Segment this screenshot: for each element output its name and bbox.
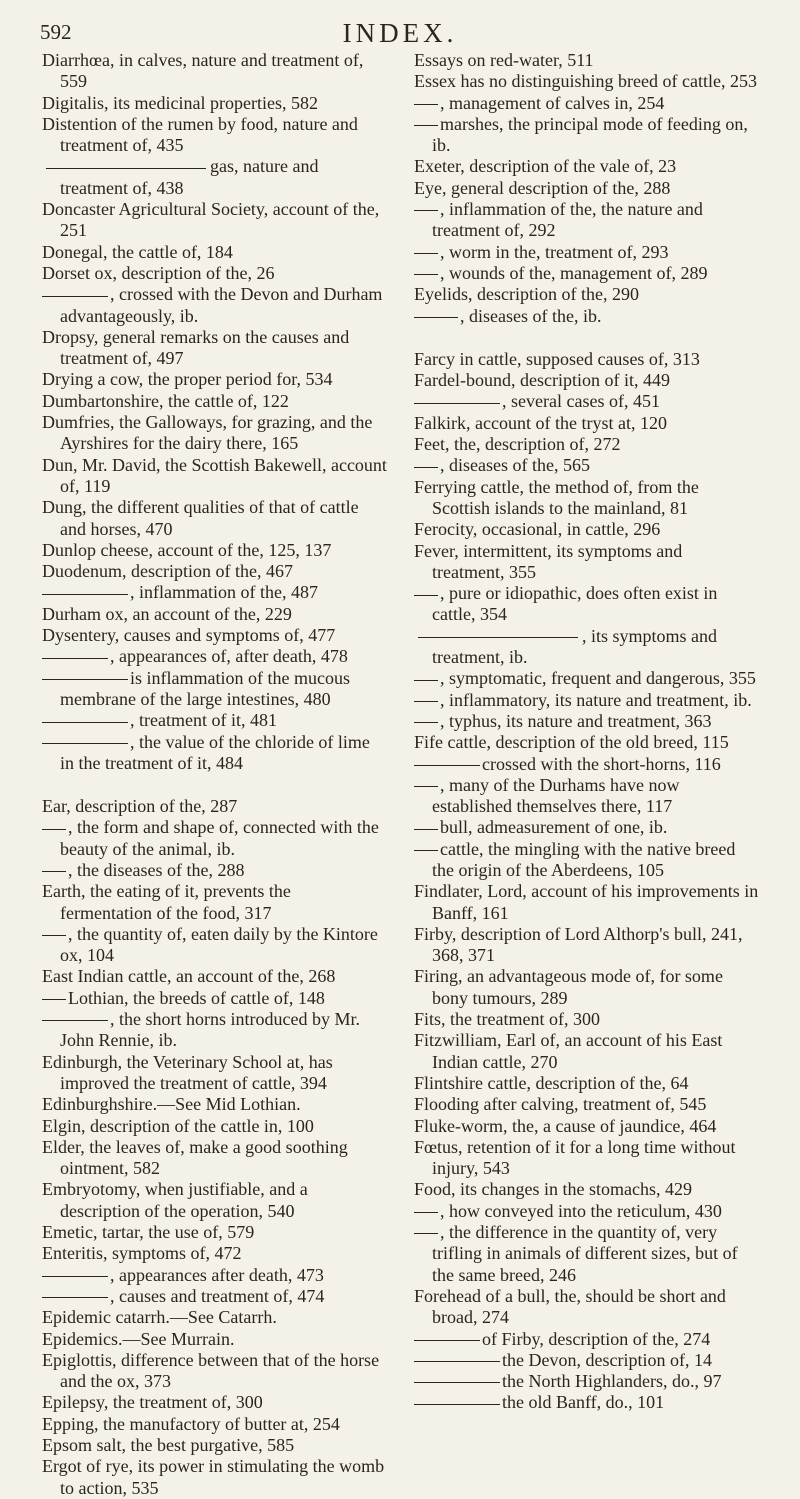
index-entry [414, 966, 759, 1009]
index-entry-text: Food, its changes in the stomachs, 429 [414, 1179, 692, 1200]
index-entry [414, 455, 759, 476]
index-entry [42, 625, 387, 646]
index-entry-text: Emetic, tartar, the use of, 579 [42, 1222, 255, 1243]
index-entry-text: , wounds of the, management of, 289 [440, 262, 708, 283]
index-entry-text: marshes, the principal mode of feeding on, ib. [432, 113, 748, 156]
ditto-rule [42, 743, 128, 744]
index-entry-text: Firing, an advantageous mode of, for some bony tumours, 289 [414, 966, 723, 1008]
index-entry-text: , crossed with the Devon and Durham advantageously, ib. [60, 284, 383, 326]
index-entry [414, 519, 759, 540]
index-entry-text: Essays on red-water, 511 [414, 50, 594, 70]
index-entry-text: Exeter, description of the vale of, 23 [414, 156, 677, 177]
index-entry [414, 1329, 759, 1350]
index-entry [42, 284, 387, 327]
index-entry-text: Dung, the different qualities of that of cattle and horses, 470 [42, 497, 359, 539]
ditto-rule [414, 125, 438, 126]
ditto-rule [414, 1340, 480, 1341]
ditto-rule [414, 722, 438, 723]
ditto-rule [414, 210, 438, 211]
index-entry [42, 710, 387, 731]
index-entry [42, 1392, 387, 1413]
index-entry-text: Edinburghshire.—See Mid Lothian. [42, 1094, 301, 1115]
index-entry [414, 434, 759, 455]
index-entry-text: Dun, Mr. David, the Scottish Bakewell, account of, 119 [42, 454, 387, 496]
index-entry-text: Findlater, Lord, account of his improvements in Banff, 161 [414, 881, 759, 923]
index-entry [42, 732, 387, 775]
index-entry-text: Fardel-bound, description of it, 449 [414, 370, 670, 391]
index-entry-text: bull, admeasurement of one, ib. [440, 817, 668, 838]
index-entry [414, 413, 759, 434]
index-entry-text: , the quantity of, eaten daily by the Kintore ox, 104 [60, 923, 378, 966]
index-entry [42, 1435, 387, 1456]
page-header [40, 18, 760, 48]
index-entry-text: , appearances after death, 473 [110, 1264, 324, 1285]
index-entry-text: Eye, general description of the, 288 [414, 177, 671, 198]
index-entry [42, 1414, 387, 1435]
index-entry-text: Dropsy, general remarks on the causes and treatment of, 497 [42, 326, 350, 369]
index-entry [414, 1179, 759, 1200]
index-entry-text: Essex has no distinguishing breed of cattle, 253 [414, 71, 757, 92]
index-entry [414, 690, 759, 711]
index-entry-text: Fœtus, retention of it for a long time without injury, 543 [414, 1136, 736, 1179]
index-entry-text: Dysentery, causes and symptoms of, 477 [42, 625, 336, 646]
index-entry [42, 1222, 387, 1243]
index-entry-text: Embryotomy, when justifiable, and a description of the operation, 540 [42, 1179, 308, 1221]
ditto-rule [42, 935, 66, 936]
ditto-rule [42, 1020, 108, 1021]
index-entry-text: Distention of the rumen by food, nature and treatment of, 435 [42, 113, 358, 156]
index-entry [42, 966, 387, 987]
index-entry [414, 711, 759, 732]
index-entry-text: , diseases of the, 565 [440, 455, 590, 476]
index-entry-text: , the value of the chloride of lime in the treatment of it, 484 [60, 731, 370, 773]
index-entry-text: Dumfries, the Galloways, for grazing, and the Ayrshires for the dairy there, 165 [42, 412, 373, 454]
index-entry-text: Flintshire cattle, description of the, 64 [414, 1072, 689, 1093]
index-entry-text: Epsom salt, the best purgative, 585 [42, 1435, 295, 1455]
index-entry [42, 860, 387, 881]
index-entry [42, 1116, 387, 1137]
index-entry [414, 541, 759, 584]
index-entry [42, 582, 387, 603]
index-entry-text: Drying a cow, the proper period for, 534 [42, 369, 333, 390]
ditto-rule [414, 765, 480, 766]
index-entry [42, 924, 387, 967]
index-entry [414, 1137, 759, 1180]
index-entry [42, 1286, 387, 1307]
index-entry-text: Diarrhœa, in calves, nature and treatment of, 559 [42, 50, 364, 92]
index-entry [42, 1456, 387, 1499]
ditto-rule [414, 104, 438, 105]
ditto-rule [42, 829, 66, 830]
index-entry [414, 1371, 759, 1392]
index-entry-text: Lothian, the breeds of cattle of, 148 [68, 987, 325, 1008]
index-entry [42, 646, 387, 667]
index-entry [42, 369, 387, 390]
index-entry [414, 263, 759, 284]
index-entry [42, 327, 387, 370]
index-entry-text: the Devon, description of, 14 [502, 1349, 712, 1370]
index-entry-text: Epilepsy, the treatment of, 300 [42, 1392, 263, 1413]
ditto-rule [46, 168, 206, 169]
index-entry-text: Fits, the treatment of, 300 [414, 1009, 600, 1030]
index-entry-text: Forehead of a bull, the, should be short and broad, 274 [414, 1285, 726, 1328]
index-entry [42, 50, 387, 93]
ditto-rule [414, 680, 438, 681]
index-entry-text: , treatment of it, 481 [130, 710, 277, 731]
index-entry-text: , appearances of, after death, 478 [110, 646, 348, 667]
index-entry [42, 1265, 387, 1286]
ditto-rule [418, 637, 578, 638]
ditto-rule [414, 1361, 500, 1362]
index-entry [42, 817, 387, 860]
index-entry-text: , inflammation of the, 487 [130, 582, 318, 603]
index-entry-text: Fife cattle, description of the old breed, 115 [414, 732, 729, 753]
ditto-rule [414, 467, 438, 468]
index-entry [42, 114, 387, 157]
index-entry-text: Flooding after calving, treatment of, 545 [414, 1094, 707, 1115]
index-entry-text: , many of the Durhams have now established themselves there, 117 [432, 774, 680, 817]
index-entry-text: , its symptoms and treatment, ib. [432, 625, 718, 668]
index-entry-text: Dunlop cheese, account of the, 125, 137 [42, 539, 332, 560]
index-entry [42, 1329, 387, 1350]
index-entry-text: Elder, the leaves of, make a good soothing ointment, 582 [42, 1136, 348, 1179]
index-entry [414, 881, 759, 924]
index-entry [414, 114, 759, 157]
index-entry-text: Doncaster Agricultural Society, account of the, 251 [42, 199, 380, 241]
index-entry-text: Edinburgh, the Veterinary School at, has improved the treatment of cattle, 394 [42, 1051, 333, 1093]
index-entry-text: Ferocity, occasional, in cattle, 296 [414, 519, 661, 540]
index-entry [414, 626, 759, 669]
index-entry [414, 583, 759, 626]
ditto-rule [414, 1382, 500, 1383]
index-entry [414, 775, 759, 818]
index-entry-text: Fever, intermittent, its symptoms and treatment, 355 [414, 540, 683, 582]
index-entry [414, 391, 759, 412]
index-entry-text: Dorset ox, description of the, 26 [42, 262, 275, 283]
index-entry-text: East Indian cattle, an account of the, 268 [42, 966, 336, 987]
index-entry [414, 732, 759, 753]
index-entry [42, 604, 387, 625]
index-entry-text: , the short horns introduced by Mr. John Rennie, ib. [60, 1009, 360, 1051]
index-entry-text: , worm in the, treatment of, 293 [440, 241, 669, 262]
index-entry [42, 412, 387, 455]
page-title: INDEX. [342, 18, 458, 48]
ditto-rule [414, 701, 438, 702]
index-entry-text: crossed with the short-horns, 116 [482, 753, 721, 774]
ditto-rule [42, 296, 108, 297]
index-entry-text: Epidemic catarrh.—See Catarrh. [42, 1307, 277, 1328]
index-entry [414, 1030, 759, 1073]
index-entry [414, 1201, 759, 1222]
index-entry [42, 156, 387, 199]
index-entry-text: Epiglottis, difference between that of the horse and the ox, 373 [42, 1349, 380, 1392]
ditto-rule [414, 403, 500, 404]
index-entry-text: , the form and shape of, connected with the beauty of the animal, ib. [60, 817, 379, 859]
index-entry [414, 924, 759, 967]
index-entry-text: , how conveyed into the reticulum, 430 [440, 1200, 722, 1221]
index-entry [414, 839, 759, 882]
index-entry-text: Feet, the, description of, 272 [414, 434, 621, 455]
index-entry-text: , several cases of, 451 [502, 391, 660, 412]
index-entry [414, 754, 759, 775]
index-entry [42, 988, 387, 1009]
index-entry [42, 199, 387, 242]
index-entry-text: Durham ox, an account of the, 229 [42, 603, 292, 624]
index-entry-text: Ferrying cattle, the method of, from the Scottish islands to the mainland, 81 [414, 476, 699, 518]
index-entry-text: Firby, description of Lord Althorp's bull, 241, 368, 371 [414, 923, 743, 966]
index-entry [414, 306, 759, 327]
letter-section-gap [414, 327, 759, 349]
index-entry [414, 1286, 759, 1329]
index-entry [414, 1116, 759, 1137]
left-index-column [42, 50, 387, 1499]
ditto-rule [414, 1233, 438, 1234]
ditto-rule [414, 317, 458, 318]
index-entry [42, 497, 387, 540]
page-number: 592 [40, 20, 72, 44]
index-entry [42, 1307, 387, 1328]
index-entry [414, 1094, 759, 1115]
index-entry-text: Epidemics.—See Murrain. [42, 1328, 235, 1349]
index-entry-text: , the difference in the quantity of, very trifling in animals of different sizes, but of the same breed, 246 [432, 1222, 738, 1285]
index-entry-text: Ear, description of the, 287 [42, 796, 238, 817]
ditto-rule [414, 1212, 438, 1213]
index-entry [42, 561, 387, 582]
index-entry-text: the old Banff, do., 101 [502, 1392, 665, 1413]
index-entry [42, 1052, 387, 1095]
index-entry [42, 93, 387, 114]
letter-section-gap [42, 774, 387, 796]
index-entry-text: , diseases of the, ib. [460, 305, 602, 326]
index-entry [414, 242, 759, 263]
ditto-rule [414, 253, 438, 254]
index-entry [414, 477, 759, 520]
index-entry [42, 1094, 387, 1115]
index-entry [42, 1179, 387, 1222]
index-entry [42, 391, 387, 412]
index-entry-text: , symptomatic, frequent and dangerous, 355 [440, 668, 756, 689]
index-entry-text: Duodenum, description of the, 467 [42, 561, 293, 582]
index-entry-text: , typhus, its nature and treatment, 363 [440, 710, 712, 731]
index-entry-text: , the diseases of the, 288 [68, 859, 245, 880]
index-entry [414, 178, 759, 199]
ditto-rule [42, 1297, 108, 1298]
index-entry-text: the North Highlanders, do., 97 [502, 1371, 722, 1392]
ditto-rule [42, 722, 128, 723]
ditto-rule [414, 850, 438, 851]
ditto-rule [414, 595, 438, 596]
index-entry-text: , causes and treatment of, 474 [110, 1285, 325, 1306]
index-entry [414, 1222, 759, 1286]
right-index-column [414, 50, 759, 1414]
index-entry-text: Epping, the manufactory of butter at, 254 [42, 1413, 340, 1434]
index-entry-text: , management of calves in, 254 [440, 92, 665, 113]
index-entry [42, 1009, 387, 1052]
index-entry [414, 156, 759, 177]
index-entry [414, 71, 759, 92]
index-entry-text: Digitalis, its medicinal properties, 582 [42, 92, 318, 113]
index-entry [414, 1350, 759, 1371]
index-entry [42, 242, 387, 263]
index-entry [42, 668, 387, 711]
ditto-rule [414, 274, 438, 275]
index-entry-text: Earth, the eating of it, prevents the fermentation of the food, 317 [42, 881, 291, 923]
index-entry-text: Donegal, the cattle of, 184 [42, 241, 233, 262]
index-entry [414, 1392, 759, 1413]
ditto-rule [42, 679, 128, 680]
index-entry [414, 50, 759, 71]
ditto-rule [42, 999, 66, 1000]
index-entry-text: , inflammatory, its nature and treatment, ib. [440, 689, 752, 710]
index-entry [42, 1350, 387, 1393]
index-entry [42, 881, 387, 924]
index-entry-text: gas, nature and treatment of, 438 [60, 156, 319, 198]
index-entry [42, 540, 387, 561]
index-entry-text: is inflammation of the mucous membrane of the large intestines, 480 [60, 667, 350, 709]
index-entry-text: Farcy in cattle, supposed causes of, 313 [414, 348, 700, 369]
index-entry [42, 455, 387, 498]
index-entry [42, 1137, 387, 1180]
index-entry-text: Dumbartonshire, the cattle of, 122 [42, 390, 289, 411]
index-entry-text: Enteritis, symptoms of, 472 [42, 1243, 242, 1264]
index-entry [42, 796, 387, 817]
index-entry-text: of Firby, description of the, 274 [482, 1328, 711, 1349]
ditto-rule [414, 829, 438, 830]
index-entry-text: Eyelids, description of the, 290 [414, 284, 639, 305]
index-entry-text: Elgin, description of the cattle in, 100 [42, 1115, 314, 1136]
index-entry-text: , inflammation of the, the nature and treatment of, 292 [432, 199, 703, 241]
index-entry [414, 199, 759, 242]
ditto-rule [42, 871, 66, 872]
index-entry [414, 349, 759, 370]
index-entry [414, 1009, 759, 1030]
index-entry [414, 668, 759, 689]
index-entry [42, 263, 387, 284]
index-entry [414, 284, 759, 305]
ditto-rule [42, 658, 108, 659]
index-entry-text: cattle, the mingling with the native breed the origin of the Aberdeens, 105 [432, 838, 736, 880]
ditto-rule [414, 786, 438, 787]
index-entry [414, 1073, 759, 1094]
ditto-rule [42, 594, 128, 595]
index-entry-text: Fitzwilliam, Earl of, an account of his East Indian cattle, 270 [414, 1030, 723, 1072]
index-entry-text: Falkirk, account of the tryst at, 120 [414, 412, 667, 433]
ditto-rule [42, 1276, 108, 1277]
index-entry [414, 817, 759, 838]
index-entry-text: Fluke-worm, the, a cause of jaundice, 464 [414, 1115, 717, 1136]
index-entry [414, 370, 759, 391]
index-entry-text: Ergot of rye, its power in stimulating the womb to action, 535 [42, 1456, 385, 1498]
index-entry-text: , pure or idiopathic, does often exist in cattle, 354 [432, 583, 718, 625]
index-entry [414, 93, 759, 114]
index-entry [42, 1243, 387, 1264]
